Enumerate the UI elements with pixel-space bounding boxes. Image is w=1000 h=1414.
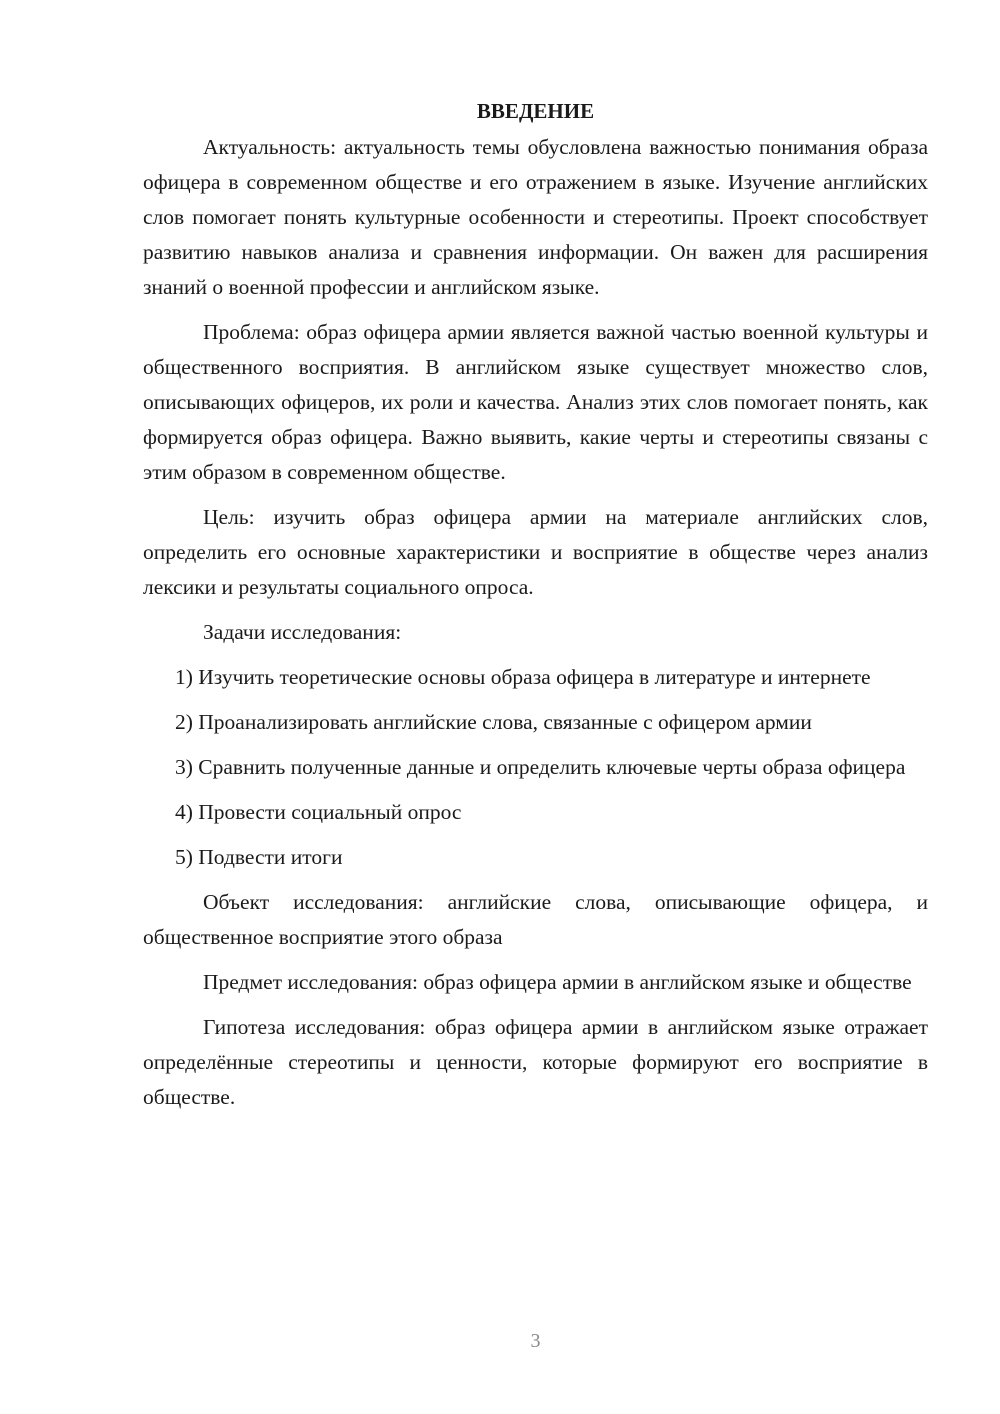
paragraph-object: Объект исследования: английские слова, описывающие офицера, и общественное восприятие этого образа bbox=[143, 890, 928, 949]
paragraph-relevance: Актуальность: актуальность темы обусловлена важностью понимания образа офицера в современном обществе и его отражением в языке. Изучение английских слов помогает понять культурные особенности и стереотипы. Проект способствует развитию навыков анализа и сравнения информации. Он важен для расширения знаний о военной профессии и английском языке. bbox=[143, 135, 928, 299]
list-item-task-1: 1) Изучить теоретические основы образа офицера в литературе и интернете bbox=[175, 665, 871, 689]
paragraph-problem: Проблема: образ офицера армии является важной частью военной культуры и общественного восприятия. В английском языке существует множество слов, описывающих офицеров, их роли и качества. Анализ этих слов помогает понять, как формируется образ офицера. Важно выявить, какие черты и стереотипы связаны с этим образом в современном обществе. bbox=[143, 320, 928, 484]
paragraph-hypothesis: Гипотеза исследования: образ офицера армии в английском языке отражает определённые стереотипы и ценности, которые формируют его восприятие в обществе. bbox=[143, 1015, 928, 1109]
page-number: 3 bbox=[530, 1330, 541, 1352]
section-heading: ВВЕДЕНИЕ bbox=[476, 99, 595, 123]
list-item-task-2: 2) Проанализировать английские слова, связанные с офицером армии bbox=[175, 710, 812, 734]
paragraph-goal: Цель: изучить образ офицера армии на материале английских слов, определить его основные характеристики и восприятие в обществе через анализ лексики и результаты социального опроса. bbox=[143, 505, 928, 599]
list-item-task-4: 4) Провести социальный опрос bbox=[175, 800, 462, 824]
list-item-task-5: 5) Подвести итоги bbox=[175, 845, 343, 869]
list-item-task-3: 3) Сравнить полученные данные и определить ключевые черты образа офицера bbox=[175, 755, 906, 779]
paragraph-tasks-title: Задачи исследования: bbox=[203, 620, 402, 644]
paragraph-subject: Предмет исследования: образ офицера армии в английском языке и обществе bbox=[203, 970, 912, 994]
